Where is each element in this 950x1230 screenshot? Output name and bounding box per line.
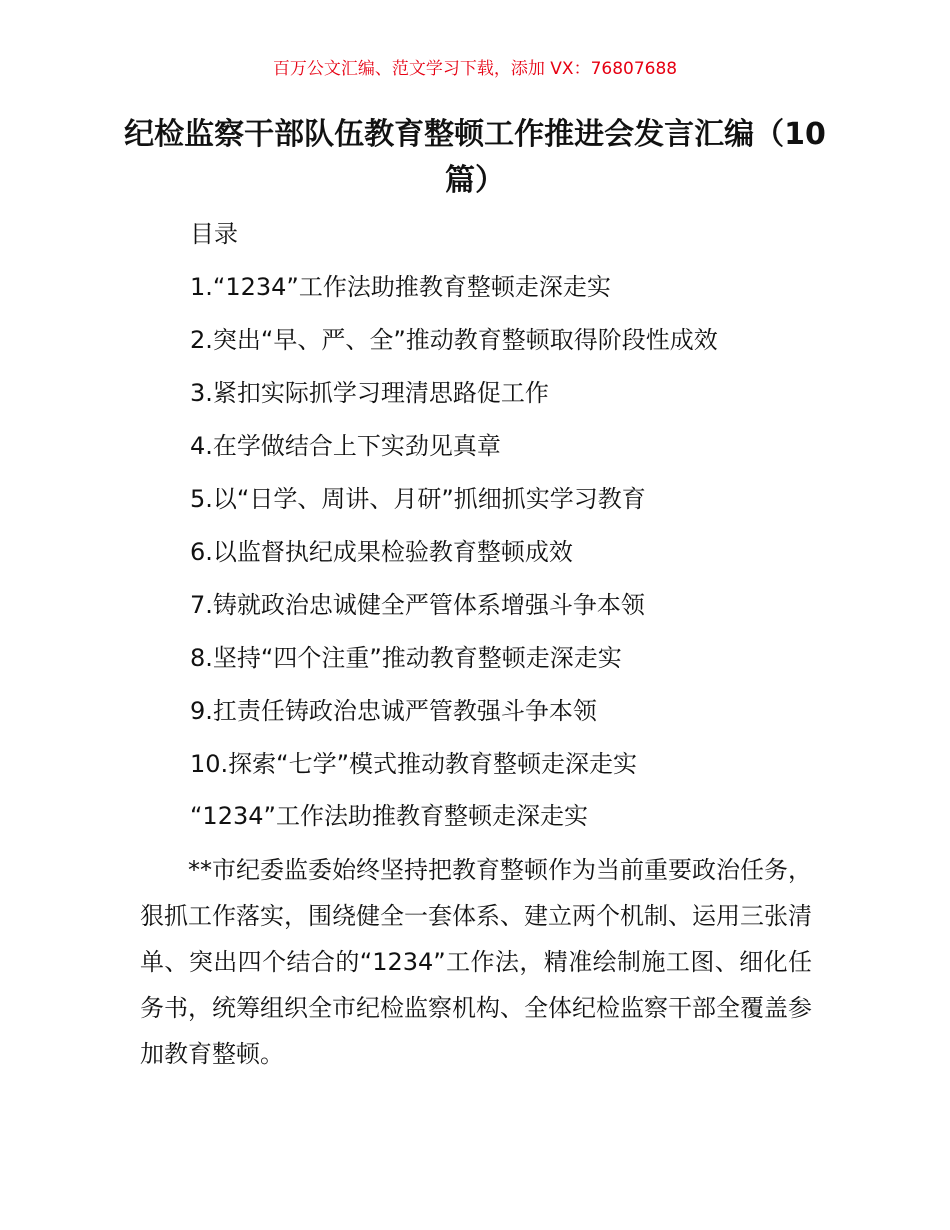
toc-heading: 目录 [190, 220, 238, 248]
header-banner: 百万公文汇编、范文学习下载，添加 VX：76807688 [272, 59, 678, 79]
document-title: 纪检监察干部队伍教育整顿工作推进会发言汇编（10 篇） [124, 117, 826, 198]
toc-item-4: 4.在学做结合上下实劲见真章 [190, 432, 501, 460]
body-paragraph: **市纪委监委始终坚持把教育整顿作为当前重要政治任务，狠抓工作落实，围绕健全一套体系、建立两个机制、运用三张清单、突出四个结合的“1234”工作法，精准绘制施工图、细化任务书，统筹组织全市纪检监察机构、全体纪检监察干部全覆盖参加教育整顿。 [140, 856, 812, 1068]
toc-item-2: 2.突出“早、严、全”推动教育整顿取得阶段性成效 [190, 326, 718, 354]
toc-item-6: 6.以监督执纪成果检验教育整顿成效 [190, 538, 573, 566]
toc-item-10: 10.探索“七学”模式推动教育整顿走深走实 [190, 750, 638, 778]
toc-item-9: 9.扛责任铸政治忠诚严管教强斗争本领 [190, 697, 597, 725]
toc-item-1: 1.“1234”工作法助推教育整顿走深走实 [190, 273, 611, 301]
table-of-contents [190, 214, 850, 797]
toc-item-8: 8.坚持“四个注重”推动教育整顿走深走实 [190, 644, 622, 672]
toc-item-7: 7.铸就政治忠诚健全严管体系增强斗争本领 [190, 591, 645, 619]
toc-item-3: 3.紧扣实际抓学习理清思路促工作 [190, 379, 549, 407]
toc-item-5: 5.以“日学、周讲、月研”抓细抓实学习教育 [190, 485, 646, 513]
section-title: “1234”工作法助推教育整顿走深走实 [190, 802, 588, 830]
